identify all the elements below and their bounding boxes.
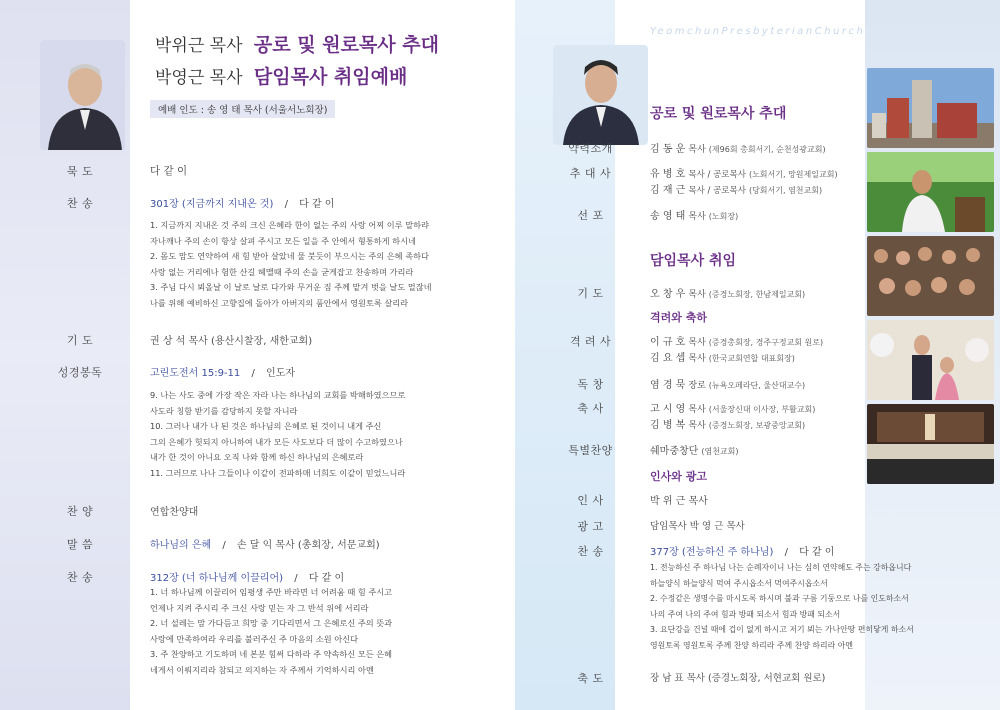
prayer-title: 목사 [688,290,706,300]
row-label-hymn1: 찬 송 [66,197,94,210]
enc1-name: 이 규 호 [650,337,686,348]
r-row-solo [650,376,805,391]
special-note: (염천교회) [701,447,739,456]
r-label-special-music: 특별찬양 [568,444,613,457]
r-row-enc-1 [650,333,823,348]
row-hymn2 [150,569,344,584]
r-label-benediction: 축 도 [577,672,604,685]
r-label-prayer: 기 도 [577,287,604,300]
worship-leader: 예배 인도 : 송 영 태 목사 (서울서노회장) [150,100,335,118]
r-row-benediction: 장 남 표 목사 (증경노회장, 서현교회 원로) [650,673,826,684]
verse-line: 1. 전능하신 주 하나님 나는 순례자이니 나는 심히 연약해도 주는 강하옵니다 [650,563,912,572]
r-label-nomination: 추 대 사 [569,167,612,180]
solo-note: (뉴욕오페라단, 울산대교수) [708,381,806,390]
title2-main: 담임목사 취임예배 [253,66,408,88]
row-label-anthem: 찬 양 [66,505,94,518]
row-hymn1 [150,195,334,210]
verse-line: 10. 그러나 내가 나 된 것은 하나님의 은혜로 된 것이니 내게 주신 [150,421,382,431]
row-text-mukdo: 다 같 이 [150,165,188,177]
r-label-bio: 약력소개 [568,142,613,155]
sermon-sep: / [222,540,226,551]
verse-line: 3. 요단강을 건널 때에 겁이 없게 하시고 저기 뵈는 가나안땅 편히닿게 하소서 [650,625,914,634]
verse-line: 나의 주여 나의 주여 힘과 방패 되소서 힘과 방패 되소서 [650,609,841,619]
bio-note: (제96회 총회서기, 순천성광교회) [708,145,826,154]
photo-church-building [867,68,994,148]
enc2-title: 목사 [688,354,706,364]
enc1-note: (증경총회장, 경주구정교회 원로) [708,338,824,347]
photo-pastor-preaching [867,152,994,232]
cong1-title: 목사 [688,405,706,415]
hymn3-verses [650,560,914,653]
row-label-sermon: 말 씀 [66,538,94,551]
r-label-greeting: 인 사 [577,494,604,507]
scripture-ref: 고린도전서 15:9-11 [150,368,241,379]
photo-couple-flowers [867,320,994,400]
nom2-name: 김 재 근 [650,185,686,196]
nom1-note: (노회서기, 망원제일교회) [748,170,838,179]
procl-note: (노회장) [708,212,739,221]
title1-main: 공로 및 원로목사 추대 [253,34,439,56]
cong1-name: 고 시 영 [650,404,686,415]
verse-line: 사랑 없는 거리에나 험한 산길 헤맬때 주의 손을 굳게잡고 찬송하며 가리라 [150,266,414,277]
verse-line: 사도라 칭함 받기를 감당하지 못할 자니라 [150,405,298,416]
r-row-bio [650,140,826,155]
r-row-greeting: 박 위 근 목사 [650,496,708,507]
section-title-2: 담임목사 취임 [650,253,737,269]
photo-choir-stage [867,404,994,484]
nom1-name: 유 병 호 [650,169,686,180]
r-row-enc-2 [650,349,795,364]
row-label-scripture: 성경봉독 [57,366,103,379]
r-row-notice: 담임목사 박 영 근 목사 [650,521,745,532]
scripture-sep: / [251,368,255,379]
verse-line: 11. 그러므로 나나 그들이나 이같이 전파하매 너희도 이같이 믿었느니라 [150,467,406,478]
r-row-congrats-2 [650,416,805,431]
hymn1-verses [150,218,432,311]
enc2-name: 김 요 셉 [650,353,686,364]
cong2-title: 목사 [688,421,706,431]
verse-line: 영원토록 영원토록 주께 찬양 하리라 주께 찬양 하리라 아멘 [650,640,854,650]
verse-line: 2. 너 설레는 맘 가다듬고 희망 중 기다리면서 그 은혜로신 주의 뜻과 [150,618,393,628]
hymn1-title: 301장 (지금까지 지내온 것) [150,199,274,210]
special-name: 쉐마중창단 [650,446,699,457]
row-label-hymn2: 찬 송 [66,571,94,584]
section-title-1: 공로 및 원로목사 추대 [650,106,787,122]
cong2-name: 김 병 복 [650,420,686,431]
title-line-2 [155,62,407,89]
hymn3-by: 다 같 이 [799,547,835,558]
verse-line: 네게서 이뤄지리라 참되고 의지하는 자 주께서 기억하시리 아멘 [150,664,374,675]
hymn2-sep: / [294,573,298,584]
nom1-title: 목사 / 공로목사 [688,170,746,180]
row-label-prayer: 기 도 [66,334,94,347]
verse-line: 2. 수정같은 생명수를 마시도록 하시며 불과 구름 기둥으로 나를 인도하소서 [650,594,909,603]
hymn2-by: 다 같 이 [308,573,345,584]
sermon-by: 손 달 익 목사 (총회장, 서문교회) [236,540,380,551]
scripture-verses [150,388,405,481]
cong2-note: (증경노회장, 보광중앙교회) [708,421,806,430]
verse-line: 하늘양식 하늘양식 먹여 주시옵소서 먹여주시옵소서 [650,578,828,588]
cong1-note: (서울장신대 이사장, 부활교회) [708,405,816,414]
r-row-special-music [650,442,739,457]
r-row-hymn [650,543,834,558]
row-sermon [150,536,380,551]
solo-title: 장로 [688,381,706,391]
r-label-encouragement: 격 려 사 [569,335,612,348]
portrait-park-wigeun [40,40,125,150]
enc1-title: 목사 [688,338,706,348]
bio-name: 김 동 운 [650,144,686,155]
verse-line: 1. 너 하나님께 이끌리어 임평생 주만 바라면 너 어려움 때 힘 주시고 [150,587,393,597]
r-label-congrats: 축 사 [577,402,604,415]
title1-name: 박위근 목사 [155,36,243,56]
r-label-hymn: 찬 송 [577,545,604,558]
procl-name: 송 영 태 [650,211,686,222]
verse-line: 9. 나는 사도 중에 가장 작은 자라 나는 하나님의 교회를 박해하였으므로 [150,390,406,400]
r-row-prayer [650,285,805,300]
hymn2-title: 312장 (너 하나님께 이끌리어) [150,573,284,584]
r-label-solo: 독 창 [577,378,604,391]
title-line-1 [155,30,439,57]
verse-line: 1. 지금까지 지내온 것 주의 크신 은혜라 한이 없는 주의 사랑 어찌 이루 말하랴 [150,220,429,230]
hymn1-by: 다 같 이 [299,199,335,210]
prayer-name: 오 창 우 [650,289,686,300]
verse-line: 그의 은혜가 헛되지 아니하여 내가 모든 사도보다 더 많이 수고하였으나 [150,436,403,447]
subsection-greetings: 인사와 광고 [650,470,707,483]
verse-line: 2. 몸도 맘도 연약하여 새 힘 받아 살았네 물 붓듯이 부으시는 주의 은혜 족하다 [150,251,429,261]
church-watermark: YeomchunPresbyterianChurch [650,26,866,37]
photo-congregation [867,236,994,316]
subsection-encouragement: 격려와 축하 [650,311,707,324]
portrait-park-yeonggeun [553,45,648,145]
row-scripture [150,364,295,379]
sermon-title: 하나님의 은혜 [150,540,212,551]
verse-line: 언제나 지켜 주시리 주 크신 사랑 믿는 자 그 반석 위에 서리라 [150,602,369,613]
nom2-note: (당회서기, 염천교회) [748,186,823,195]
procl-title: 목사 [688,212,706,222]
verse-line: 사랑에 만족하여라 우리를 불러주신 주 마음의 소원 아신다 [150,633,359,644]
hymn1-sep: / [284,199,288,210]
scripture-by: 인도자 [266,368,296,379]
hymn3-sep: / [784,547,788,558]
hymn3-title: 377장 (전능하신 주 하나님) [650,547,774,558]
r-label-proclamation: 선 포 [577,209,604,222]
r-row-proclamation [650,207,738,222]
bio-title: 목사 [688,145,706,155]
solo-name: 염 경 묵 [650,380,686,391]
verse-line: 자나깨나 주의 손이 항상 살펴 주시고 모든 일을 주 안에서 형통하게 하시네 [150,235,416,246]
verse-line: 나를 위해 예비하신 고향집에 돌아가 아버지의 품안에서 영원토록 살리라 [150,297,409,308]
row-label-mukdo: 묵 도 [66,165,94,178]
verse-line: 3. 주님 다시 뵈올날 이 날로 날로 다가와 무거운 짐 주께 맡겨 벗을 날도 멀잖네 [150,282,432,292]
row-text-prayer: 권 상 석 목사 (용산시찰장, 새한교회) [150,336,313,347]
verse-line: 내가 한 것이 아니요 오직 나와 함께 하신 하나님의 은혜로라 [150,452,364,462]
hymn2-verses [150,585,392,678]
nom2-title: 목사 / 공로목사 [688,186,746,196]
r-label-notice: 광 고 [577,520,604,533]
r-row-congrats-1 [650,400,815,415]
verse-line: 3. 주 찬양하고 기도하며 네 본분 힘써 다하라 주 약속하신 모든 은혜 [150,649,393,659]
prayer-note: (증경노회장, 한남제일교회) [708,290,806,299]
row-text-anthem: 연합찬양대 [150,507,199,518]
r-row-nomination-2 [650,181,822,196]
r-row-nomination-1 [650,165,838,180]
enc2-note: (한국교회연합 대표회장) [708,354,795,363]
title2-name: 박영근 목사 [155,68,243,88]
